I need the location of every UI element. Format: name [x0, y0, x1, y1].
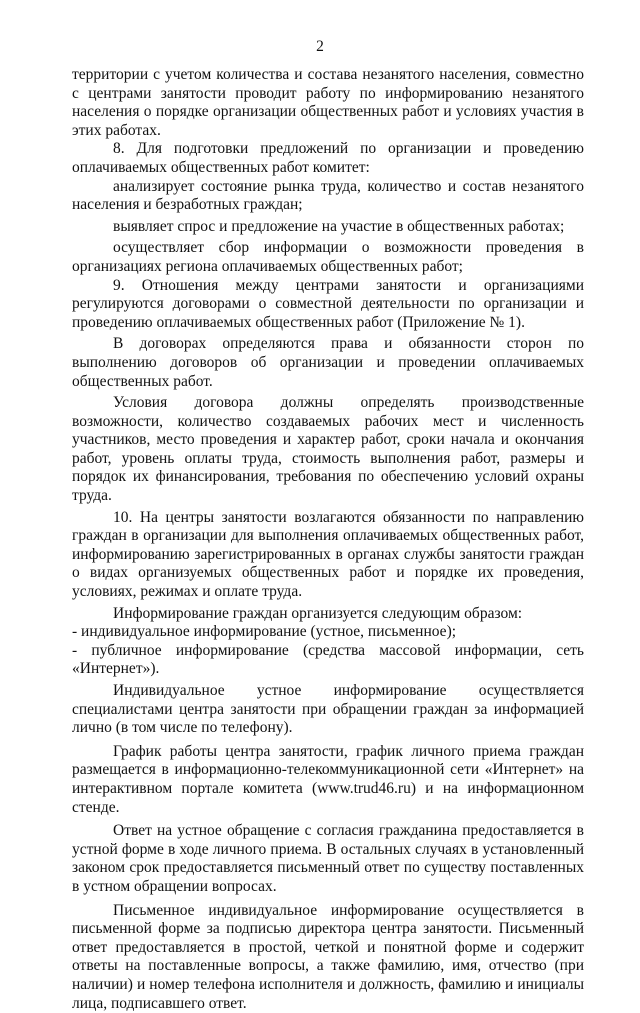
page-number: 2 — [316, 38, 324, 55]
paragraph-item-10: 10. На центры занятости возлагаются обязанности по направлению граждан в организации для выполнения оплачиваемых общественных работ, информированию зарегистрированных в органах службы занятости граждан о видах организуемых общественных работ и порядке их проведения, условиях, режимах и оплате труда. — [72, 508, 584, 601]
list-item-public: - публичное информирование (средства массовой информации, сеть «Интернет»). — [72, 641, 584, 678]
paragraph-contract-rights: В договорах определяются права и обязанности сторон по выполнению договоров об организации и проведении оплачиваемых общественных работ. — [72, 335, 584, 390]
paragraph-contract-terms: Условия договора должны определять производственные возможности, количество создаваемых рабочих мест и численность участников, место проведения и характер работ, сроки начала и окончания работ, уровень оплаты труда, стоимость выполнения работ, размеры и порядок их финансирования, требования по обеспечению условий охраны труда. — [72, 394, 584, 505]
paragraph-oral-informing: Индивидуальное устное информирование осуществляется специалистами центра занятости при обращении граждан за информацией лично (в том числе по телефону). — [72, 682, 584, 737]
body-text — [72, 66, 584, 1013]
paragraph-continuation: территории с учетом количества и состава незанятого населения, совместно с центрами занятости проводит работу по информированию незанятого населения о порядке организации общественных работ и условиях участия в этих работах. — [72, 66, 584, 139]
paragraph-oral-answer: Ответ на устное обращение с согласия гражданина предоставляется в устной форме в ходе личного приема. В остальных случаях в установленный законом срок предоставляется письменный ответ по существу поставленных в устном обращении вопросах. — [72, 822, 584, 895]
paragraph-written-informing: Письменное индивидуальное информирование осуществляется в письменной форме за подписью директора центра занятости. Письменный ответ предоставляется в простой, четкой и понятной форме и содержит ответы на поставленные вопросы, а также фамилию, имя, отчество (при наличии) и номер телефона исполнителя и должность, фамилию и инициалы лица, подписавшего ответ. — [72, 901, 584, 1012]
paragraph-identifies: выявляет спрос и предложение на участие в общественных работах; — [113, 217, 565, 235]
paragraph-item-9: 9. Отношения между центрами занятости и организациями регулируются договорами о совместной деятельности по организации и проведению оплачиваемых общественных работ (Приложение № 1). — [72, 276, 584, 331]
paragraph-informing-intro: Информирование граждан организуется следующим образом: — [113, 604, 523, 622]
list-item-individual: - индивидуальное информирование (устное, письменное); — [72, 623, 457, 641]
paragraph-analyzes: анализирует состояние рынка труда, количество и состав незанятого населения и безработных граждан; — [72, 177, 584, 214]
paragraph-schedule: График работы центра занятости, график личного приема граждан размещается в информационно-телекоммуникационной сети «Интернет» на интерактивном портале комитета (www.trud46.ru) и на информационном стенде. — [72, 742, 584, 816]
paragraph-item-8: 8. Для подготовки предложений по организации и проведению оплачиваемых общественных работ комитет: — [72, 140, 584, 176]
paragraph-collects: осуществляет сбор информации о возможности проведения в организациях региона оплачиваемых общественных работ; — [72, 239, 584, 275]
